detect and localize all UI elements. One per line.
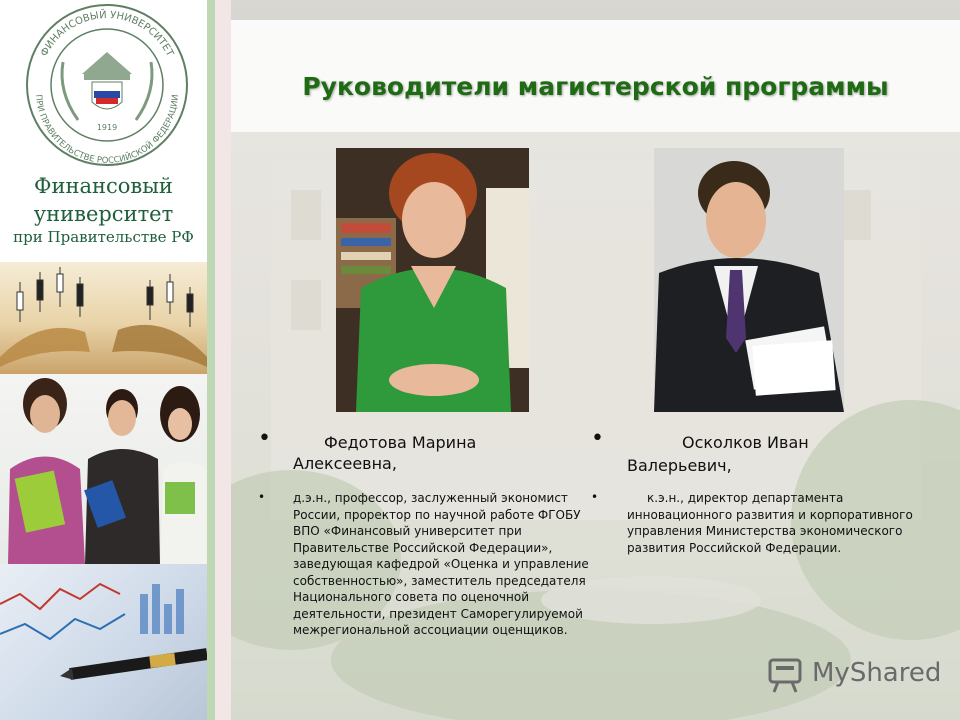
- university-name-line2: университет: [33, 202, 174, 226]
- sidebar-divider-green: [207, 0, 215, 720]
- page-title: Руководители магистерской программы: [302, 72, 889, 101]
- bullet-marker: •: [591, 490, 599, 504]
- financial-charts-pen-image: [0, 564, 207, 720]
- bullet-marker: •: [258, 426, 271, 451]
- person1-name-line1: Федотова Марина: [324, 433, 477, 452]
- photo-fedotova: [336, 148, 529, 412]
- stock-market-bull-bear-image: [0, 262, 207, 374]
- person1-bio: д.э.н., профессор, заслуженный экономист России, проректор по научной работе ФГОБУ ВПО «Финансовый университет при Правительстве Российской Федерации», заведующая кафедрой «Оценка и управление собственностью», заместитель председателя Национального совета по оценочной деятельности, президент Саморегулируемой межрегиональной ассоциации оценщиков.: [293, 491, 589, 637]
- person-portrait-icon: [336, 148, 529, 412]
- left-decorative-strip: [0, 0, 207, 720]
- seal-text-top: ФИНАНСОВЫЙ УНИВЕРСИТЕТ: [38, 9, 176, 59]
- seal-text-bottom: ПРИ ПРАВИТЕЛЬСТВЕ РОССИЙСКОЙ ФЕДЕРАЦИИ: [32, 94, 182, 167]
- bullet-marker: •: [258, 490, 266, 504]
- person-portrait-icon: [654, 148, 844, 412]
- charts-pen-icon: [0, 564, 207, 720]
- university-name-line3: при Правительстве РФ: [13, 228, 194, 246]
- candlestick-chart-icon: [0, 262, 207, 374]
- person1-name-line2: Алексеевна,: [293, 454, 397, 473]
- person2-bio: к.э.н., директор департамента инновационного развития и корпоративного управления Министерства экономического развития Российской Федерации.: [627, 491, 913, 555]
- person2-name-line1: Осколков Иван: [682, 433, 809, 452]
- university-seal-icon: [18, 2, 196, 168]
- person2-name-line2: Валерьевич,: [627, 456, 732, 475]
- presentation-board-icon: [766, 656, 804, 694]
- sidebar-divider-pink: [215, 0, 231, 720]
- photo-osolkov: [654, 148, 844, 412]
- students-illustration-icon: [0, 374, 207, 564]
- students-photo: [0, 374, 207, 564]
- bullet-marker: •: [591, 426, 604, 451]
- university-logo-area: [0, 0, 207, 262]
- myshared-watermark: [766, 656, 942, 694]
- watermark-text: MyShared: [812, 658, 942, 688]
- seal-year: 1919: [96, 123, 118, 132]
- university-name-line1: Финансовый: [34, 174, 173, 198]
